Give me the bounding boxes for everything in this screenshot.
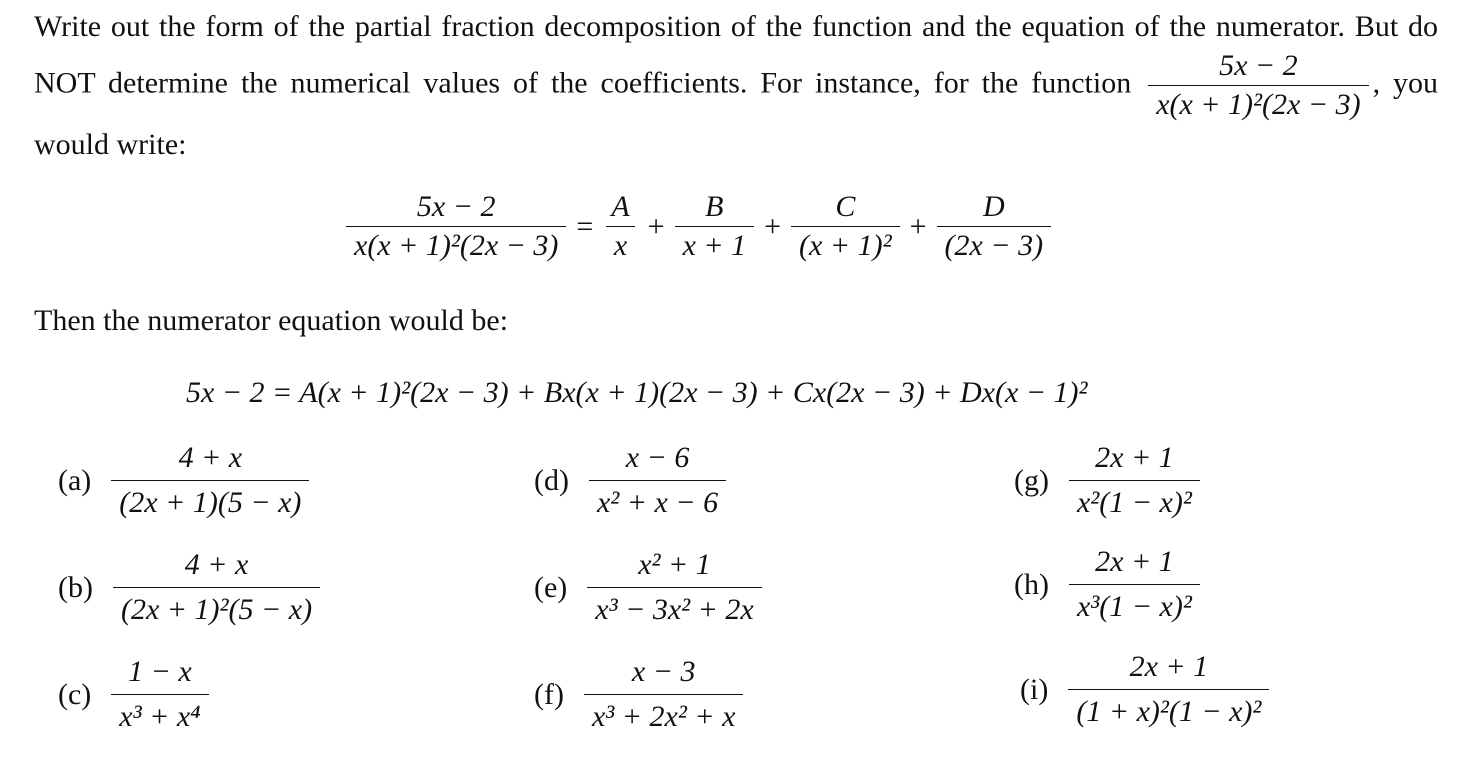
term-numerator: C bbox=[835, 190, 856, 223]
problem-numerator: 2x + 1 bbox=[1129, 650, 1209, 683]
problem-fraction bbox=[1069, 436, 1200, 525]
example-denominator: x(x + 1)²(2x − 3) bbox=[1148, 85, 1368, 124]
term-denominator: x bbox=[606, 226, 635, 265]
problem-denominator: x³ − 3x² + 2x bbox=[587, 587, 761, 632]
problem-g bbox=[1014, 436, 1204, 525]
example-numerator: 5x − 2 bbox=[1219, 49, 1298, 82]
problem-label: (g) bbox=[1014, 463, 1049, 497]
decomp-term-a bbox=[603, 188, 637, 265]
term-denominator: (x + 1)² bbox=[791, 226, 900, 265]
problem-fraction bbox=[1068, 645, 1269, 734]
problem-fraction bbox=[589, 436, 726, 525]
problem-a bbox=[58, 436, 313, 525]
problem-numerator: x² + 1 bbox=[638, 548, 711, 581]
plus-sign: + bbox=[647, 209, 665, 243]
problem-label: (i) bbox=[1020, 672, 1049, 706]
decomp-term-d bbox=[937, 188, 1052, 265]
problem-label: (c) bbox=[58, 677, 92, 711]
term-numerator: D bbox=[982, 190, 1005, 223]
problem-c bbox=[58, 650, 213, 739]
term-numerator: A bbox=[611, 190, 630, 223]
problem-label: (f) bbox=[534, 677, 564, 711]
decomp-term-c bbox=[791, 188, 900, 265]
decomposition-equation bbox=[342, 188, 1055, 265]
problem-label: (e) bbox=[534, 570, 568, 604]
decomp-term-b bbox=[675, 188, 755, 265]
problem-denominator: x²(1 − x)² bbox=[1069, 480, 1200, 525]
plus-sign: + bbox=[909, 209, 927, 243]
problem-fraction bbox=[1069, 540, 1200, 629]
numerator-equation: 5x − 2 = A(x + 1)²(2x − 3) + Bx(x + 1)(2x − 3) + Cx(2x − 3) + Dx(x − 1)² bbox=[186, 376, 1088, 409]
problem-numerator: 4 + x bbox=[178, 441, 243, 474]
problem-fraction bbox=[584, 650, 743, 739]
instructions-paragraph bbox=[34, 6, 1438, 165]
term-denominator: x + 1 bbox=[675, 226, 755, 265]
problem-d bbox=[534, 436, 730, 525]
decomp-lhs-fraction bbox=[346, 188, 566, 265]
problem-b bbox=[58, 543, 324, 632]
then-text: Then the numerator equation would be: bbox=[34, 304, 509, 337]
problem-label: (b) bbox=[58, 570, 93, 604]
problem-denominator: x³(1 − x)² bbox=[1069, 584, 1200, 629]
problem-denominator: (2x + 1)²(5 − x) bbox=[113, 587, 320, 632]
problem-fraction bbox=[587, 543, 761, 632]
problem-denominator: (2x + 1)(5 − x) bbox=[111, 480, 309, 525]
problem-i bbox=[1020, 645, 1273, 734]
problem-f bbox=[534, 650, 747, 739]
term-denominator: (2x − 3) bbox=[937, 226, 1052, 265]
problem-denominator: x³ + x⁴ bbox=[111, 694, 208, 739]
decomp-lhs-numerator: 5x − 2 bbox=[416, 190, 496, 223]
example-fraction bbox=[1148, 47, 1368, 124]
problem-numerator: x − 6 bbox=[625, 441, 690, 474]
problem-denominator: x³ + 2x² + x bbox=[584, 694, 743, 739]
problem-label: (a) bbox=[58, 463, 92, 497]
problem-e bbox=[534, 543, 766, 632]
term-numerator: B bbox=[705, 190, 724, 223]
problem-denominator: (1 + x)²(1 − x)² bbox=[1068, 689, 1269, 734]
problem-label: (d) bbox=[534, 463, 569, 497]
equals-sign: = bbox=[576, 209, 594, 243]
function-word: function bbox=[1031, 66, 1132, 100]
problem-numerator: x − 3 bbox=[631, 655, 696, 688]
problem-fraction bbox=[113, 543, 320, 632]
problem-numerator: 2x + 1 bbox=[1095, 545, 1174, 578]
problem-h bbox=[1014, 540, 1204, 629]
problem-numerator: 4 + x bbox=[184, 548, 249, 581]
problem-fraction bbox=[111, 650, 208, 739]
problem-denominator: x² + x − 6 bbox=[589, 480, 726, 525]
instructions-text: Write out the form of the partial fraction decomposition of the function and the equation of the numerator. But do NOT determine the numerical values of the coefficients. For instance, for the bbox=[34, 10, 1438, 100]
plus-sign: + bbox=[764, 209, 782, 243]
problem-fraction bbox=[111, 436, 309, 525]
problem-numerator: 1 − x bbox=[128, 655, 192, 688]
instructions-tail: , you would write: bbox=[34, 66, 1439, 161]
problem-numerator: 2x + 1 bbox=[1095, 441, 1174, 474]
problem-label: (h) bbox=[1014, 567, 1049, 601]
decomp-lhs-denominator: x(x + 1)²(2x − 3) bbox=[346, 226, 566, 265]
